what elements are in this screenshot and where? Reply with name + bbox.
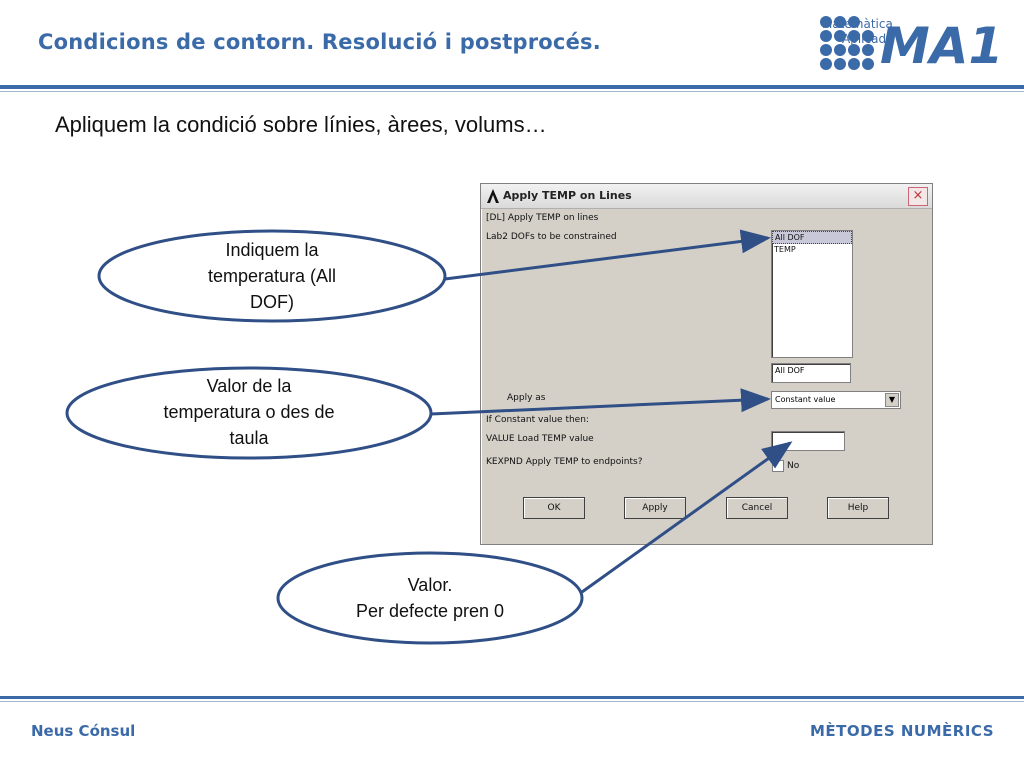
callout-2-line: Valor de la [206, 376, 292, 396]
list-item[interactable]: TEMP [774, 245, 796, 254]
callout-3 [300, 572, 560, 624]
slide-title: Condicions de contorn. Resolució i postprocés. [38, 30, 601, 54]
cancel-button[interactable]: Cancel [726, 497, 788, 519]
logo-line1: Matemàtica [822, 17, 893, 31]
slide-subtitle: Apliquem la condició sobre línies, àrees, volums… [55, 112, 547, 137]
apply-as-value: Constant value [775, 395, 836, 404]
callout-3-line: Valor. [407, 575, 453, 595]
if-constant-label: If Constant value then: [486, 415, 589, 425]
callout-arrow-2 [431, 399, 768, 414]
value-label: VALUE Load TEMP value [486, 434, 594, 444]
logo-mark: MA1 [880, 17, 1004, 75]
callout-2-line: taula [229, 428, 269, 448]
dl-label: [DL] Apply TEMP on lines [486, 213, 599, 223]
apply-as-label: Apply as [507, 393, 546, 403]
selection-field[interactable]: All DOF [771, 363, 851, 383]
footer-rule-thin [0, 701, 1024, 702]
chevron-down-icon[interactable]: ▼ [885, 393, 899, 407]
close-button[interactable]: × [908, 187, 928, 206]
callout-3-line: Per defecte pren 0 [355, 601, 505, 621]
callout-arrow-3 [582, 443, 790, 592]
kexpnd-checkbox-label: No [787, 461, 800, 471]
callout-2 [100, 373, 398, 451]
callout-1-line: DOF) [250, 292, 294, 312]
callout-1-line: Indiquem la [225, 240, 319, 260]
kexpnd-label: KEXPND Apply TEMP to endpoints? [486, 457, 643, 467]
apply-button[interactable]: Apply [624, 497, 686, 519]
logo-line2: Aplicada [842, 32, 894, 46]
list-item[interactable]: All DOF [772, 231, 852, 244]
ok-button[interactable]: OK [523, 497, 585, 519]
footer-rule [0, 696, 1024, 699]
help-button[interactable]: Help [827, 497, 889, 519]
callout-arrow-1 [445, 238, 768, 279]
callout-1 [130, 237, 414, 315]
footer-author: Neus Cónsul [31, 722, 136, 740]
footer-course: MÈTODES NUMÈRICS [809, 722, 994, 740]
callout-2-line: temperatura o des de [163, 402, 335, 422]
callout-1-line: temperatura (All [207, 266, 337, 286]
dialog-title: Apply TEMP on Lines [503, 189, 632, 202]
lab2-label: Lab2 DOFs to be constrained [486, 232, 617, 242]
